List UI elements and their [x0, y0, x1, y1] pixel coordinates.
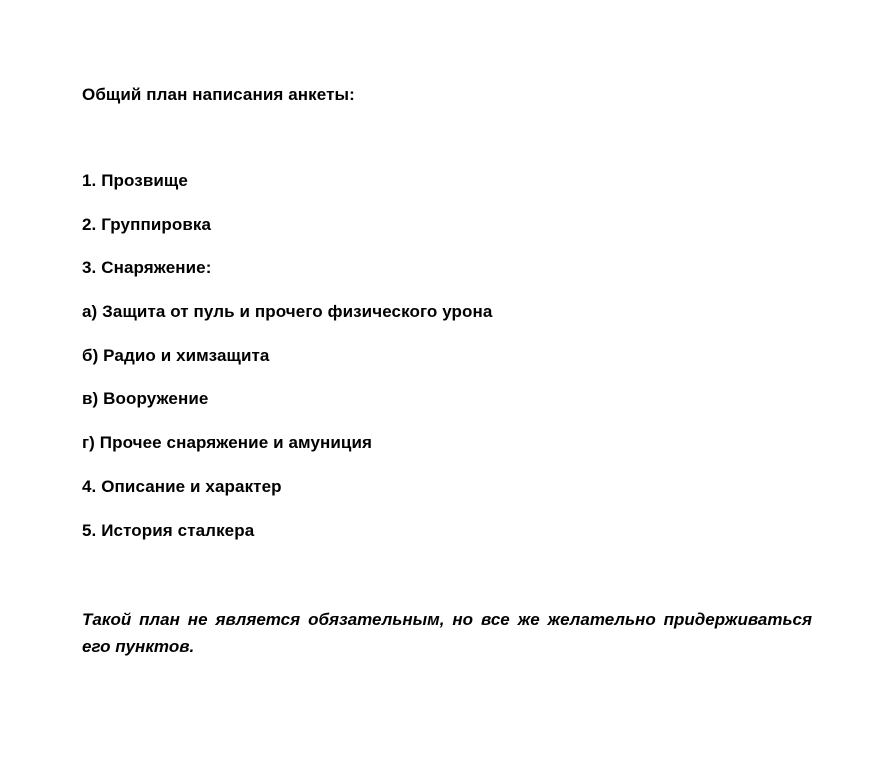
plan-subitem-other-gear: г) Прочее снаряжение и амуниция [82, 433, 373, 453]
plan-subitem-weapons: в) Вооружение [82, 389, 209, 409]
plan-item-equipment: 3. Снаряжение: [82, 258, 212, 278]
plan-item-description: 4. Описание и характер [82, 476, 282, 496]
optional-plan-note: Такой план не является обязательным, но все же желательно придерживаться его пунктов. [82, 610, 812, 656]
plan-subitem-radio: б) Радио и химзащита [82, 345, 270, 365]
plan-item-faction: 2. Группировка [82, 214, 212, 234]
plan-item-history: 5. История сталкера [82, 520, 255, 540]
plan-list [82, 170, 492, 563]
plan-item-nickname: 1. Прозвище [82, 171, 188, 190]
document-title: Общий план написания анкеты: [82, 85, 355, 104]
plan-subitem-protection: а) Защита от пуль и прочего физического урона [82, 302, 493, 322]
